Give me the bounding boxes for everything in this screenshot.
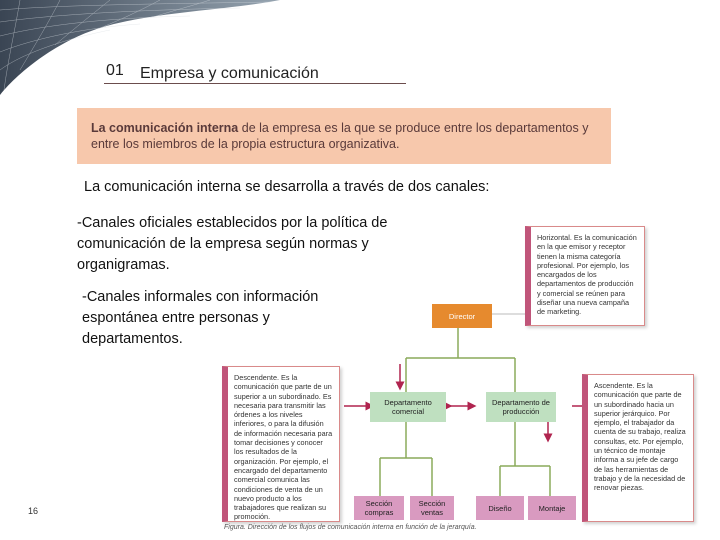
channel-official-keyword: oficiales — [139, 215, 193, 231]
definition-term: La comunicación interna — [91, 121, 239, 135]
channel-official-text: -Canales oficiales establecidos por la política de comunicación de la empresa según normas y organigramas. — [77, 215, 388, 273]
note-ascendente: Ascendente. Es la comunicación que parte de un subordinado hacia un superior jerárquico. Por ejemplo, el trabajador da cuenta de su trabajo, realiza consultas, etc. Por ejemplo, un técnico de montaje informa a su jefe de cargo de las herramientas de trabajo y de la necesidad de renovar piezas. — [582, 374, 694, 522]
montaje-node: Montaje — [528, 496, 576, 520]
seccion-compras-node: Sección compras — [354, 496, 404, 520]
intro-text: La comunicación interna se desarrolla a través de dos canales: — [84, 179, 490, 195]
channel-informal-text: -Canales informales con información espontánea entre personas y departamentos. — [82, 289, 319, 347]
decorative-mesh-art — [0, 0, 280, 100]
dept-comercial-node: Departamento comercial — [370, 392, 446, 422]
section-number: 01 — [106, 62, 124, 79]
director-node: Director — [432, 304, 492, 328]
section-title: Empresa y comunicación — [140, 65, 319, 82]
definition-text: de la empresa es la que se produce entre los departamentos y entre los miembros de la propia estructura organizativa. — [91, 121, 589, 151]
diseno-node: Diseño — [476, 496, 524, 520]
seccion-ventas-node: Sección ventas — [410, 496, 454, 520]
section-header — [104, 62, 406, 84]
definition-box — [77, 108, 611, 164]
figure-caption: Figura. Dirección de los flujos de comunicación interna en función de la jerarquía. — [224, 524, 477, 531]
channel-informal-keyword: informales — [144, 289, 212, 305]
hierarchy-diagram — [220, 222, 700, 532]
page-number: 16 — [28, 506, 39, 516]
note-horizontal: Horizontal. Es la comunicación en la que emisor y receptor tienen la misma categoría profesional. Por ejemplo, los encargados de los departamentos de producción y comercial se reúnen para diseñar una nueva campaña de marketing. — [525, 226, 645, 326]
note-descendente: Descendente. Es la comunicación que parte de un superior a un subordinado. Es necesaria para transmitir las órdenes a los niveles inferiores, o para la difusión de información necesaria para tomar decisiones y conocer los resultados de la organización. Por ejemplo, el encargado del departamento comercial comunica las condiciones de venta de un nuevo producto a los trabajadores que realizan su promoción. — [222, 366, 340, 522]
dept-produccion-node: Departamento de producción — [486, 392, 556, 422]
